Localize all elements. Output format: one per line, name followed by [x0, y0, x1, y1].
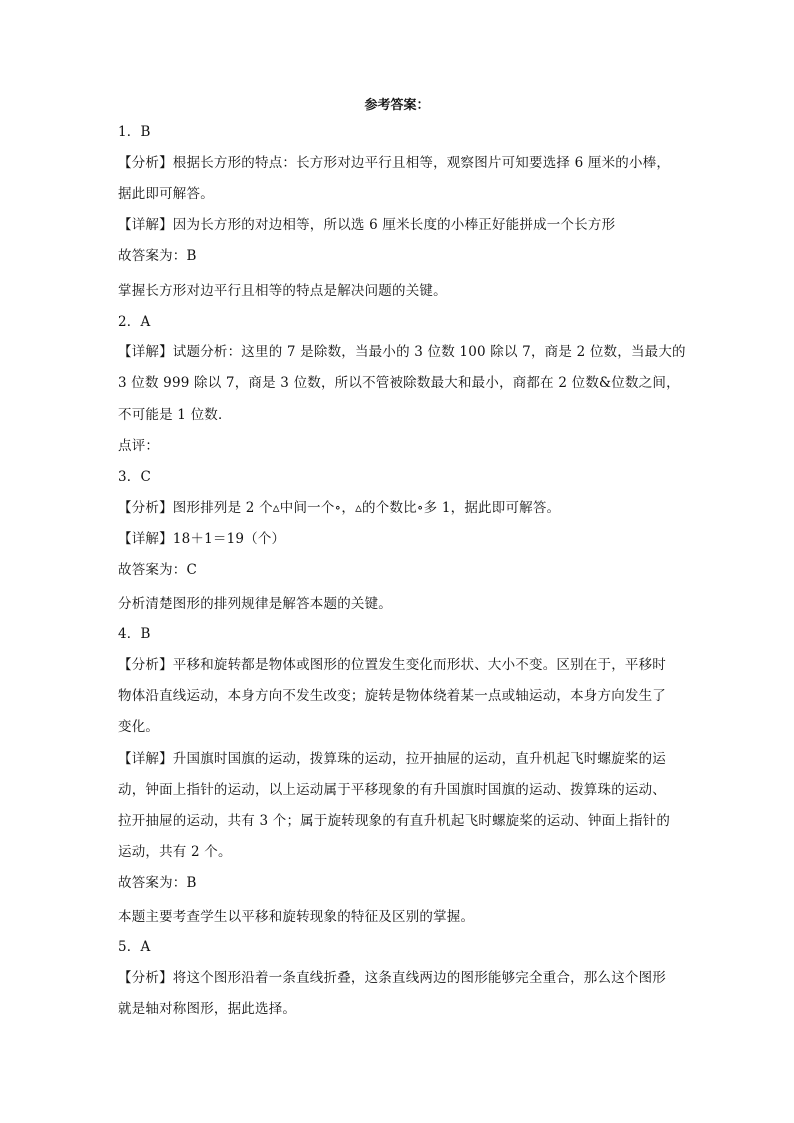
detail-line: 【详解】试题分析：这里的 7 是除数，当最小的 3 位数 100 除以 7，商是 2 位数，当最大的: [118, 344, 686, 360]
summary-line: 掌握长方形对边平行且相等的特点是解决问题的关键。: [118, 283, 447, 299]
detail-line: 【详解】升国旗时国旗的运动，拨算珠的运动，拉开抽屉的运动，直升机起飞时螺旋桨的运: [118, 751, 666, 767]
summary-line: 本题主要考查学生以平移和旋转现象的特征及区别的掌握。: [118, 909, 475, 925]
detail-line: 【详解】18＋1＝19（个）: [118, 531, 286, 547]
answer-number-1: 1．B: [118, 124, 151, 140]
comment-line: 点评：: [118, 438, 160, 454]
answer-line: 故答案为：B: [118, 248, 197, 264]
answer-number-5: 5．A: [118, 939, 151, 955]
detail-line: 不可能是 1 位数．: [118, 407, 232, 423]
analysis-line: 【分析】图形排列是 2 个▵中间一个∘，▵的个数比∘多 1，据此即可解答。: [118, 500, 561, 516]
analysis-line: 据此即可解答。: [118, 186, 214, 202]
page-title: 参考答案：: [364, 98, 430, 113]
answer-number-3: 3．C: [118, 469, 152, 485]
summary-line: 分析清楚图形的排列规律是解答本题的关键。: [118, 596, 392, 612]
analysis-line: 【分析】根据长方形的特点：长方形对边平行且相等，观察图片可知要选择 6 厘米的小棒，: [118, 155, 671, 171]
analysis-line: 【分析】将这个图形沿着一条直线折叠，这条直线两边的图形能够完全重合，那么这个图形: [118, 970, 666, 986]
analysis-line: 【分析】平移和旋转都是物体或图形的位置发生变化而形状、大小不变。区别在于，平移时: [118, 657, 666, 673]
answer-number-4: 4．B: [118, 626, 151, 642]
detail-line: 拉开抽屉的运动，共有 3 个；属于旋转现象的有直升机起飞时螺旋桨的运动、钟面上指针的: [118, 813, 671, 829]
analysis-line: 物体沿直线运动，本身方向不发生改变；旋转是物体绕着某一点或轴运动，本身方向发生了: [118, 688, 666, 704]
detail-line: 3 位数 999 除以 7，商是 3 位数，所以不管被除数最大和最小，商都在 2 位数&位数之间，: [118, 375, 680, 391]
answer-line: 故答案为：C: [118, 562, 198, 578]
detail-line: 【详解】因为长方形的对边相等，所以选 6 厘米长度的小棒正好能拼成一个长方形: [118, 217, 616, 233]
detail-line: 运动，共有 2 个。: [118, 844, 232, 860]
answer-number-2: 2．A: [118, 314, 151, 330]
detail-line: 动，钟面上指针的运动，以上运动属于平移现象的有升国旗时国旗的运动、拨算珠的运动、: [118, 782, 666, 798]
analysis-line: 变化。: [118, 719, 160, 735]
analysis-line: 就是轴对称图形，据此选择。: [118, 1001, 297, 1017]
answer-line: 故答案为：B: [118, 875, 197, 891]
